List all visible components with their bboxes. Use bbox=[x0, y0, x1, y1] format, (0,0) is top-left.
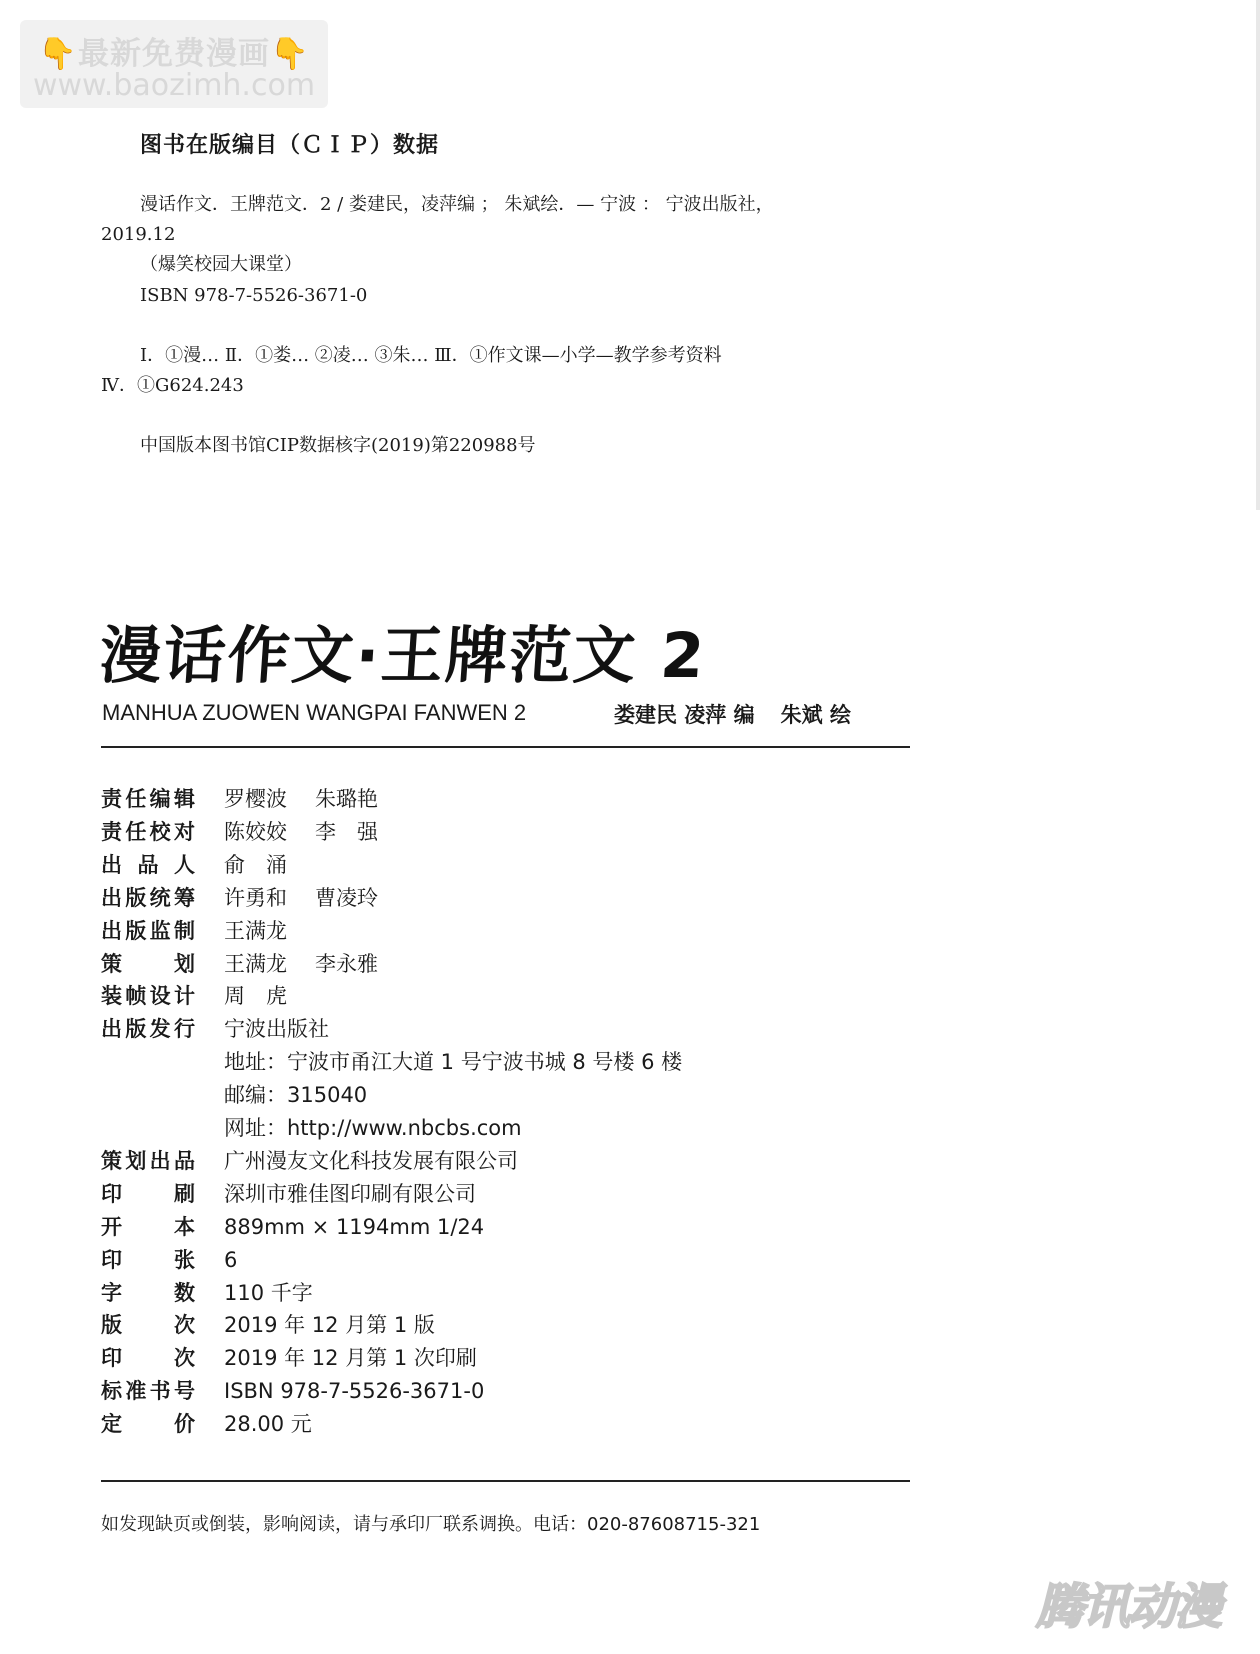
cip-title: 图书在版编目（ＣＩＰ）数据 bbox=[140, 133, 440, 158]
credit-label-char: 刷 bbox=[174, 1182, 195, 1206]
pointing-down-icon: 👇 bbox=[38, 36, 78, 72]
credit-label-char: 策 bbox=[101, 952, 122, 976]
credit-label-char: 出 bbox=[101, 919, 122, 943]
credit-label-char: 本 bbox=[174, 1215, 195, 1239]
credit-label-char: 印 bbox=[101, 1346, 122, 1370]
credit-label bbox=[101, 1283, 195, 1304]
credit-value bbox=[224, 888, 378, 909]
watermark-url: www.baozimh.com bbox=[32, 68, 316, 103]
bottom-divider bbox=[101, 1480, 910, 1482]
credit-value bbox=[224, 986, 287, 1007]
credit-value-text: 罗樱波 bbox=[224, 787, 287, 811]
credit-label-char: 品 bbox=[173, 1149, 195, 1173]
credit-label-char: 版 bbox=[125, 886, 147, 910]
credit-label-char: 行 bbox=[173, 1017, 195, 1041]
credit-label-char: 监 bbox=[149, 919, 171, 943]
credit-label-char: 划 bbox=[174, 952, 195, 976]
credit-value-text: 王满龙 bbox=[224, 952, 287, 976]
watermark-badge bbox=[20, 20, 328, 108]
credit-label bbox=[101, 789, 195, 810]
credit-value bbox=[224, 1250, 237, 1271]
credit-label bbox=[101, 954, 195, 975]
credit-value-text: 曹凌玲 bbox=[315, 886, 378, 910]
credit-value-text: 宁波出版社 bbox=[224, 1017, 329, 1041]
credit-value-text: 28.00 元 bbox=[224, 1412, 312, 1436]
top-divider bbox=[101, 746, 910, 748]
cip-line: （爆笑校园大课堂） bbox=[140, 254, 302, 275]
credit-label-char: 印 bbox=[101, 1182, 122, 1206]
credit-label-char: 张 bbox=[174, 1248, 195, 1272]
credit-label-char: 次 bbox=[174, 1313, 195, 1337]
credit-label bbox=[101, 1414, 195, 1435]
cip-line: ISBN 978-7-5526-3671-0 bbox=[140, 285, 368, 306]
credit-value-text: 周 虎 bbox=[224, 984, 287, 1008]
credit-value bbox=[224, 789, 378, 810]
credit-label-char: 品 bbox=[137, 853, 159, 877]
credit-label-char: 装 bbox=[101, 984, 122, 1008]
corner-watermark: 腾讯动漫 bbox=[1036, 1579, 1221, 1635]
credit-value-text: 2019 年 12 月第 1 次印刷 bbox=[224, 1346, 477, 1370]
page-edge-divider bbox=[1256, 0, 1260, 510]
watermark-headline bbox=[34, 28, 314, 73]
cip-line: 2019.12 bbox=[101, 224, 176, 245]
credit-label-char: 版 bbox=[125, 1017, 147, 1041]
credit-label bbox=[101, 1348, 195, 1369]
footer-notice: 如发现缺页或倒装，影响阅读，请与承印厂联系调换。电话：020-87608715-321 bbox=[101, 1514, 761, 1535]
credit-label bbox=[101, 888, 195, 909]
credit-label-char: 标 bbox=[101, 1379, 122, 1403]
book-editors: 娄建民 凌萍 编 bbox=[614, 703, 755, 727]
credit-value bbox=[224, 1184, 476, 1205]
credit-value-text: 网址：http://www.nbcbs.com bbox=[224, 1116, 522, 1140]
credit-label-char: 统 bbox=[149, 886, 171, 910]
book-title: 漫话作文·王牌范文 2 bbox=[97, 619, 709, 692]
book-authors bbox=[614, 699, 851, 729]
credit-label-char: 人 bbox=[174, 853, 195, 877]
credit-value bbox=[224, 1151, 518, 1172]
credit-value bbox=[224, 1085, 367, 1106]
credit-value bbox=[224, 1381, 484, 1402]
credit-value bbox=[224, 1283, 313, 1304]
credit-label-char: 设 bbox=[149, 984, 171, 1008]
credit-value bbox=[224, 1019, 329, 1040]
credit-label-char: 划 bbox=[125, 1149, 147, 1173]
credit-label-char: 责 bbox=[101, 820, 122, 844]
credit-label bbox=[101, 1381, 195, 1402]
credit-value-text: 深圳市雅佳图印刷有限公司 bbox=[224, 1182, 476, 1206]
credit-label-char: 辑 bbox=[173, 787, 195, 811]
cip-line: 漫话作文．王牌范文．2 / 娄建民，凌萍编 ； 朱斌绘．— 宁波 ： 宁波出版社， bbox=[140, 194, 774, 215]
credit-value bbox=[224, 1118, 522, 1139]
credit-label-char: 筹 bbox=[173, 886, 195, 910]
credit-label-char: 责 bbox=[101, 787, 122, 811]
credit-value-text: 地址：宁波市甬江大道 1 号宁波书城 8 号楼 6 楼 bbox=[224, 1050, 683, 1074]
credit-label-char: 帧 bbox=[125, 984, 147, 1008]
credit-label-char: 版 bbox=[125, 919, 147, 943]
credit-label-char: 次 bbox=[174, 1346, 195, 1370]
credit-value-text: 110 千字 bbox=[224, 1281, 313, 1305]
credit-value-text: 陈姣姣 bbox=[224, 820, 287, 844]
credit-label-char: 对 bbox=[173, 820, 195, 844]
credit-label bbox=[101, 986, 195, 1007]
credit-value bbox=[224, 954, 378, 975]
credit-value bbox=[224, 1414, 312, 1435]
credit-label bbox=[101, 1315, 195, 1336]
credit-value-text: 2019 年 12 月第 1 版 bbox=[224, 1313, 435, 1337]
book-illustrator: 朱斌 绘 bbox=[780, 703, 851, 727]
credit-label-char: 发 bbox=[149, 1017, 171, 1041]
cip-line: 中国版本图书馆CIP数据核字(2019)第220988号 bbox=[140, 435, 536, 456]
pointing-down-icon: 👇 bbox=[270, 36, 310, 72]
credit-value bbox=[224, 822, 378, 843]
book-title-pinyin: MANHUA ZUOWEN WANGPAI FANWEN 2 bbox=[102, 700, 527, 725]
credit-label bbox=[101, 822, 195, 843]
credit-value bbox=[224, 1348, 477, 1369]
credit-value-text: 俞 涌 bbox=[224, 853, 287, 877]
credit-value-text: 王满龙 bbox=[224, 919, 287, 943]
credit-label-char: 开 bbox=[101, 1215, 122, 1239]
credit-label-char: 任 bbox=[125, 787, 147, 811]
credit-label-char: 价 bbox=[174, 1412, 195, 1436]
credit-value bbox=[224, 1315, 435, 1336]
credit-value bbox=[224, 855, 287, 876]
credit-value-text: 朱璐艳 bbox=[315, 787, 378, 811]
credit-value-text: ISBN 978-7-5526-3671-0 bbox=[224, 1379, 485, 1403]
credit-label bbox=[101, 921, 195, 942]
credit-label bbox=[101, 1217, 195, 1238]
credit-label-char: 制 bbox=[173, 919, 195, 943]
credit-label-char: 出 bbox=[101, 853, 122, 877]
credit-value-text: 6 bbox=[224, 1248, 238, 1272]
credit-value-text: 邮编：315040 bbox=[224, 1083, 368, 1107]
credit-value-text: 广州漫友文化科技发展有限公司 bbox=[224, 1149, 518, 1173]
credit-label-char: 任 bbox=[125, 820, 147, 844]
credit-value bbox=[224, 1217, 484, 1238]
credit-label-char: 字 bbox=[101, 1281, 122, 1305]
credit-label-char: 数 bbox=[174, 1281, 195, 1305]
credit-label-char: 校 bbox=[149, 820, 171, 844]
credit-value bbox=[224, 1052, 682, 1073]
credit-label bbox=[101, 1151, 195, 1172]
cip-line: Ⅰ．①漫… Ⅱ．①娄… ②凌… ③朱… Ⅲ．①作文课—小学—教学参考资料 bbox=[140, 345, 722, 366]
cip-line: Ⅳ．①G624.243 bbox=[101, 375, 244, 396]
credit-label bbox=[101, 855, 195, 876]
credit-label-char: 准 bbox=[125, 1379, 147, 1403]
credit-label-char: 版 bbox=[101, 1313, 122, 1337]
credit-label-char: 出 bbox=[101, 886, 122, 910]
credit-label-char: 编 bbox=[149, 787, 171, 811]
credit-label-char: 号 bbox=[173, 1379, 195, 1403]
credit-value-text: 889mm × 1194mm 1/24 bbox=[224, 1215, 485, 1239]
credit-value bbox=[224, 921, 287, 942]
credit-label-char: 定 bbox=[101, 1412, 122, 1436]
credit-label-char: 出 bbox=[149, 1149, 171, 1173]
credit-value-text: 李永雅 bbox=[315, 952, 378, 976]
credit-label-char: 策 bbox=[101, 1149, 122, 1173]
credit-label-char: 印 bbox=[101, 1248, 122, 1272]
credit-label bbox=[101, 1184, 195, 1205]
watermark-text: 最新免费漫画 bbox=[78, 36, 270, 72]
credit-label-char: 计 bbox=[173, 984, 195, 1008]
credit-label-char: 书 bbox=[149, 1379, 171, 1403]
credit-value-text: 李 强 bbox=[315, 820, 378, 844]
credit-label-char: 出 bbox=[101, 1017, 122, 1041]
credit-label bbox=[101, 1019, 195, 1040]
credit-label bbox=[101, 1250, 195, 1271]
credit-value-text: 许勇和 bbox=[224, 886, 287, 910]
